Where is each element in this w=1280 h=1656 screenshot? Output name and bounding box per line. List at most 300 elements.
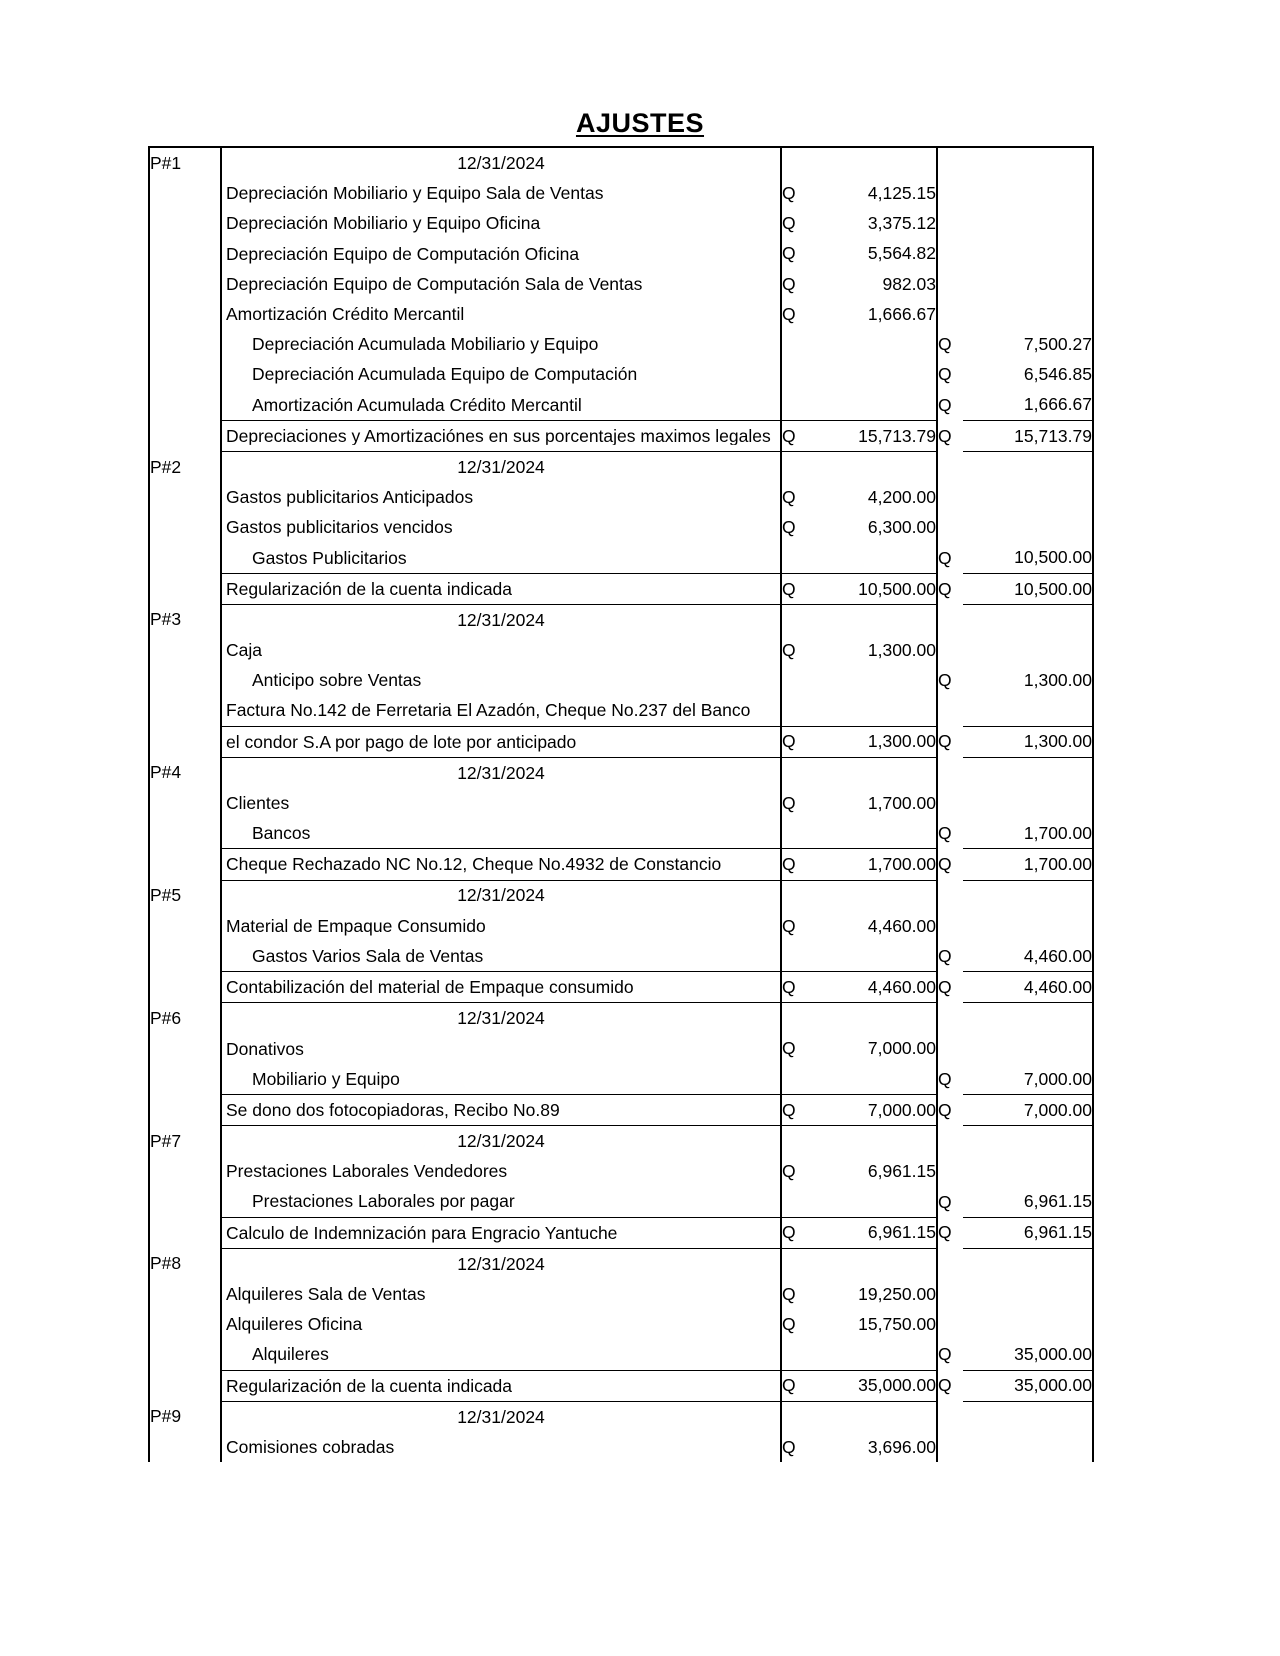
journal-line-row xyxy=(149,1339,1093,1370)
credit-currency-symbol xyxy=(937,1003,963,1034)
credit-currency-symbol: Q xyxy=(938,854,952,875)
debit-currency-symbol: Q xyxy=(782,517,796,538)
account-label: Depreciación Equipo de Computación Oficina xyxy=(226,243,580,264)
entry-reference-spacer xyxy=(149,269,221,299)
entry-reference-spacer xyxy=(149,420,221,451)
entry-reference-spacer xyxy=(149,1309,221,1339)
debit-amount xyxy=(807,757,937,788)
account-label: Amortización Crédito Mercantil xyxy=(226,303,465,324)
narration-label: Depreciaciones y Amortizaciónes en sus porcentajes maximos legales xyxy=(226,426,771,445)
credit-amount xyxy=(963,1248,1093,1279)
credit-currency-symbol: Q xyxy=(938,1344,952,1365)
debit-currency-symbol: Q xyxy=(782,915,796,936)
credit-currency-symbol: Q xyxy=(938,976,952,997)
entry-reference-spacer xyxy=(149,665,221,695)
journal-entry-total-row xyxy=(149,1217,1093,1248)
account-label: Anticipo sobre Ventas xyxy=(252,670,422,691)
debit-currency-symbol xyxy=(781,1401,807,1432)
account-label: Depreciación Mobiliario y Equipo Oficina xyxy=(226,213,541,234)
debit-currency-symbol xyxy=(781,359,807,389)
debit-amount: 4,125.15 xyxy=(807,178,937,208)
debit-amount xyxy=(807,390,937,421)
entry-narration xyxy=(221,1217,781,1248)
credit-amount: 1,666.67 xyxy=(963,390,1093,421)
entry-narration xyxy=(221,1370,781,1401)
debit-currency-symbol xyxy=(781,604,807,635)
debit-currency-symbol xyxy=(781,757,807,788)
account-label: Donativos xyxy=(226,1038,304,1059)
debit-amount: 4,200.00 xyxy=(807,482,937,512)
journal-entry-total-row xyxy=(149,726,1093,757)
credit-account-name xyxy=(221,542,781,573)
credit-account-name xyxy=(221,941,781,972)
debit-amount xyxy=(807,1401,937,1432)
debit-currency-symbol: Q xyxy=(781,726,807,757)
entry-reference-spacer xyxy=(149,1370,221,1401)
credit-amount: 1,300.00 xyxy=(963,665,1093,695)
debit-currency-symbol: Q xyxy=(782,639,796,660)
credit-currency-symbol: Q xyxy=(938,670,952,691)
debit-currency-symbol: Q xyxy=(781,1370,807,1401)
debit-currency-symbol xyxy=(781,818,807,849)
debit-account-name xyxy=(221,1432,781,1462)
debit-amount xyxy=(807,1003,937,1034)
credit-currency-symbol: Q xyxy=(938,1375,952,1396)
journal-entry-header xyxy=(149,604,1093,635)
credit-amount: 1,700.00 xyxy=(963,818,1093,849)
total-credit-amount: 1,300.00 xyxy=(963,726,1093,757)
journal-line-row xyxy=(149,1309,1093,1339)
journal-line-row xyxy=(149,299,1093,329)
account-label: Prestaciones Laborales Vendedores xyxy=(226,1161,508,1182)
debit-account-name xyxy=(221,788,781,818)
credit-amount: 6,961.15 xyxy=(963,1186,1093,1217)
entry-date: 12/31/2024 xyxy=(221,1401,781,1432)
debit-currency-symbol: Q xyxy=(782,1161,796,1182)
debit-amount: 7,000.00 xyxy=(807,1033,937,1063)
credit-currency-symbol xyxy=(937,1126,963,1157)
entry-date: 12/31/2024 xyxy=(221,880,781,911)
entry-date: 12/31/2024 xyxy=(221,1248,781,1279)
journal-line-row xyxy=(149,665,1093,695)
debit-currency-symbol xyxy=(781,1064,807,1095)
account-label: Gastos Publicitarios xyxy=(252,547,407,568)
entry-reference-spacer xyxy=(149,329,221,359)
credit-account-name xyxy=(221,329,781,359)
credit-currency-symbol: Q xyxy=(938,1191,952,1212)
credit-amount xyxy=(963,269,1093,299)
credit-amount xyxy=(963,451,1093,482)
debit-amount xyxy=(807,818,937,849)
entry-narration xyxy=(221,849,781,880)
debit-currency-symbol: Q xyxy=(781,1217,807,1248)
credit-currency-symbol: Q xyxy=(938,394,952,415)
debit-currency-symbol: Q xyxy=(781,1094,807,1125)
debit-amount xyxy=(807,1126,937,1157)
credit-currency-symbol xyxy=(937,1156,963,1186)
journal-line-row xyxy=(149,329,1093,359)
credit-currency-symbol: Q xyxy=(938,547,952,568)
credit-currency-symbol xyxy=(937,1401,963,1432)
debit-amount: 5,564.82 xyxy=(807,239,937,269)
credit-amount xyxy=(963,635,1093,665)
account-label: Factura No.142 de Ferretaria El Azadón, Cheque No.237 del Banco xyxy=(226,700,751,721)
credit-amount xyxy=(963,239,1093,269)
credit-currency-symbol: Q xyxy=(938,334,952,355)
debit-account-name xyxy=(221,482,781,512)
journal-line-row xyxy=(149,359,1093,389)
credit-currency-symbol: Q xyxy=(938,823,952,844)
account-label: Bancos xyxy=(252,823,311,844)
debit-account-name xyxy=(221,178,781,208)
debit-account-name xyxy=(221,208,781,238)
debit-currency-symbol: Q xyxy=(781,972,807,1003)
credit-amount xyxy=(963,604,1093,635)
entry-reference-spacer xyxy=(149,941,221,972)
journal-entry-total-row xyxy=(149,420,1093,451)
journal-line-row xyxy=(149,269,1093,299)
account-label: Amortización Acumulada Crédito Mercantil xyxy=(252,394,582,415)
entry-reference-spacer xyxy=(149,849,221,880)
account-label: Alquileres Sala de Ventas xyxy=(226,1283,426,1304)
total-debit-amount: 15,713.79 xyxy=(807,420,937,451)
debit-account-name xyxy=(221,299,781,329)
entry-date: 12/31/2024 xyxy=(221,1003,781,1034)
debit-amount: 15,750.00 xyxy=(807,1309,937,1339)
debit-account-name xyxy=(221,239,781,269)
journal-line-row xyxy=(149,178,1093,208)
credit-currency-symbol xyxy=(937,482,963,512)
total-debit-amount: 6,961.15 xyxy=(807,1217,937,1248)
journal-line-row xyxy=(149,1186,1093,1217)
journal-line-row xyxy=(149,695,1093,726)
credit-currency-symbol: Q xyxy=(938,578,952,599)
journal-line-row xyxy=(149,512,1093,542)
debit-currency-symbol xyxy=(781,941,807,972)
debit-currency-symbol: Q xyxy=(782,792,796,813)
total-debit-amount: 1,300.00 xyxy=(807,726,937,757)
narration-label: Se dono dos fotocopiadoras, Recibo No.89 xyxy=(226,1099,560,1120)
debit-amount xyxy=(807,1186,937,1217)
entry-date: 12/31/2024 xyxy=(221,1126,781,1157)
journal-entry-header xyxy=(149,147,1093,178)
debit-account-name xyxy=(221,911,781,941)
journal-line-row xyxy=(149,788,1093,818)
debit-amount xyxy=(807,665,937,695)
debit-account-name xyxy=(221,695,781,726)
credit-currency-symbol xyxy=(937,757,963,788)
debit-account-name xyxy=(221,1309,781,1339)
debit-currency-symbol xyxy=(781,1248,807,1279)
debit-currency-symbol xyxy=(781,1339,807,1370)
debit-currency-symbol: Q xyxy=(782,1314,796,1335)
credit-account-name xyxy=(221,1064,781,1095)
debit-currency-symbol: Q xyxy=(781,573,807,604)
journal-entry-total-row xyxy=(149,573,1093,604)
debit-account-name xyxy=(221,1156,781,1186)
narration-label: el condor S.A por pago de lote por anticipado xyxy=(226,731,577,752)
entry-reference-spacer xyxy=(149,573,221,604)
debit-currency-symbol xyxy=(781,665,807,695)
journal-line-row xyxy=(149,1156,1093,1186)
debit-amount xyxy=(807,604,937,635)
journal-line-row xyxy=(149,1279,1093,1309)
credit-amount xyxy=(963,1003,1093,1034)
debit-currency-symbol xyxy=(781,1186,807,1217)
journal-entry-header xyxy=(149,1248,1093,1279)
journal-line-row xyxy=(149,818,1093,849)
entry-date: 12/31/2024 xyxy=(221,147,781,178)
total-debit-amount: 35,000.00 xyxy=(807,1370,937,1401)
entry-reference: P#5 xyxy=(149,880,221,911)
credit-amount xyxy=(963,1126,1093,1157)
debit-amount xyxy=(807,147,937,178)
entry-date: 12/31/2024 xyxy=(221,757,781,788)
debit-currency-symbol: Q xyxy=(781,849,807,880)
debit-amount xyxy=(807,329,937,359)
credit-currency-symbol xyxy=(937,1432,963,1462)
credit-currency-symbol xyxy=(937,1309,963,1339)
total-debit-amount: 1,700.00 xyxy=(807,849,937,880)
credit-currency-symbol xyxy=(937,788,963,818)
entry-reference-spacer xyxy=(149,1156,221,1186)
entry-reference-spacer xyxy=(149,695,221,726)
entry-reference: P#7 xyxy=(149,1126,221,1157)
debit-amount: 3,696.00 xyxy=(807,1432,937,1462)
credit-amount xyxy=(963,208,1093,238)
journal-line-row xyxy=(149,390,1093,421)
account-label: Mobiliario y Equipo xyxy=(252,1068,400,1089)
debit-currency-symbol xyxy=(781,451,807,482)
entry-reference-spacer xyxy=(149,1217,221,1248)
credit-amount: 35,000.00 xyxy=(963,1339,1093,1370)
credit-currency-symbol: Q xyxy=(938,731,952,752)
journal-line-row xyxy=(149,542,1093,573)
debit-amount xyxy=(807,941,937,972)
debit-amount xyxy=(807,359,937,389)
entry-reference: P#6 xyxy=(149,1003,221,1034)
credit-amount: 10,500.00 xyxy=(963,542,1093,573)
credit-amount xyxy=(963,911,1093,941)
entry-reference-spacer xyxy=(149,178,221,208)
journal-entry-total-row xyxy=(149,1370,1093,1401)
credit-currency-symbol xyxy=(937,147,963,178)
total-credit-amount: 1,700.00 xyxy=(963,849,1093,880)
entry-date: 12/31/2024 xyxy=(221,604,781,635)
journal-line-row xyxy=(149,1033,1093,1063)
credit-amount xyxy=(963,147,1093,178)
entry-reference-spacer xyxy=(149,1186,221,1217)
debit-amount: 982.03 xyxy=(807,269,937,299)
credit-currency-symbol xyxy=(937,239,963,269)
entry-reference-spacer xyxy=(149,512,221,542)
total-credit-amount: 15,713.79 xyxy=(963,420,1093,451)
entry-reference-spacer xyxy=(149,1339,221,1370)
debit-amount: 1,666.67 xyxy=(807,299,937,329)
entry-reference-spacer xyxy=(149,911,221,941)
journal-line-row xyxy=(149,911,1093,941)
debit-currency-symbol xyxy=(781,695,807,726)
account-label: Gastos publicitarios vencidos xyxy=(226,517,453,538)
credit-currency-symbol xyxy=(937,269,963,299)
credit-amount: 6,546.85 xyxy=(963,359,1093,389)
debit-currency-symbol: Q xyxy=(782,183,796,204)
credit-currency-symbol: Q xyxy=(938,364,952,385)
debit-currency-symbol xyxy=(781,542,807,573)
debit-currency-symbol xyxy=(781,880,807,911)
debit-currency-symbol: Q xyxy=(782,1436,796,1457)
journal-entry-header xyxy=(149,1401,1093,1432)
debit-currency-symbol xyxy=(781,147,807,178)
account-label: Material de Empaque Consumido xyxy=(226,915,486,936)
debit-currency-symbol: Q xyxy=(782,486,796,507)
total-debit-amount: 7,000.00 xyxy=(807,1094,937,1125)
debit-currency-symbol: Q xyxy=(782,1038,796,1059)
credit-currency-symbol xyxy=(937,208,963,238)
entry-narration xyxy=(221,726,781,757)
journal-line-row xyxy=(149,1064,1093,1095)
entry-narration xyxy=(221,420,781,451)
entry-reference-spacer xyxy=(149,818,221,849)
credit-amount xyxy=(963,299,1093,329)
journal-line-row xyxy=(149,1432,1093,1462)
account-label: Caja xyxy=(226,639,262,660)
entry-reference-spacer xyxy=(149,239,221,269)
credit-amount xyxy=(963,512,1093,542)
debit-amount: 6,300.00 xyxy=(807,512,937,542)
journal-entry-header xyxy=(149,880,1093,911)
account-label: Depreciación Equipo de Computación Sala de Ventas xyxy=(226,273,643,294)
debit-amount xyxy=(807,1339,937,1370)
entry-reference-spacer xyxy=(149,208,221,238)
total-credit-amount: 4,460.00 xyxy=(963,972,1093,1003)
account-label: Comisiones cobradas xyxy=(226,1436,395,1457)
debit-account-name xyxy=(221,512,781,542)
total-credit-amount: 10,500.00 xyxy=(963,573,1093,604)
account-label: Clientes xyxy=(226,792,290,813)
credit-currency-symbol xyxy=(937,512,963,542)
credit-currency-symbol xyxy=(937,911,963,941)
entry-reference: P#4 xyxy=(149,757,221,788)
credit-amount xyxy=(963,482,1093,512)
credit-amount xyxy=(963,1279,1093,1309)
entry-reference-spacer xyxy=(149,482,221,512)
debit-currency-symbol: Q xyxy=(782,243,796,264)
debit-currency-symbol xyxy=(781,1003,807,1034)
narration-label: Regularización de la cuenta indicada xyxy=(226,1375,513,1396)
debit-currency-symbol: Q xyxy=(782,213,796,234)
debit-amount: 1,700.00 xyxy=(807,788,937,818)
credit-amount xyxy=(963,178,1093,208)
journal-line-row xyxy=(149,941,1093,972)
entry-narration xyxy=(221,972,781,1003)
credit-currency-symbol xyxy=(937,1248,963,1279)
debit-currency-symbol: Q xyxy=(781,420,807,451)
entry-reference: P#3 xyxy=(149,604,221,635)
narration-label: Regularización de la cuenta indicada xyxy=(226,578,513,599)
debit-account-name xyxy=(221,1279,781,1309)
account-label: Depreciación Acumulada Mobiliario y Equipo xyxy=(252,334,599,355)
credit-account-name xyxy=(221,359,781,389)
debit-amount: 1,300.00 xyxy=(807,635,937,665)
entry-reference-spacer xyxy=(149,788,221,818)
account-label: Alquileres xyxy=(252,1344,329,1365)
account-label: Prestaciones Laborales por pagar xyxy=(252,1191,515,1212)
debit-currency-symbol: Q xyxy=(782,303,796,324)
total-credit-amount: 6,961.15 xyxy=(963,1217,1093,1248)
journal-line-row xyxy=(149,635,1093,665)
credit-currency-symbol xyxy=(937,451,963,482)
credit-currency-symbol xyxy=(937,1033,963,1063)
entry-reference-spacer xyxy=(149,1094,221,1125)
credit-amount: 7,000.00 xyxy=(963,1064,1093,1095)
entry-reference-spacer xyxy=(149,390,221,421)
credit-amount xyxy=(963,1309,1093,1339)
total-credit-amount: 7,000.00 xyxy=(963,1094,1093,1125)
account-label: Alquileres Oficina xyxy=(226,1314,363,1335)
journal-line-row xyxy=(149,482,1093,512)
journal-entry-header xyxy=(149,757,1093,788)
entry-reference-spacer xyxy=(149,1279,221,1309)
credit-amount xyxy=(963,757,1093,788)
debit-currency-symbol xyxy=(781,390,807,421)
credit-amount: 4,460.00 xyxy=(963,941,1093,972)
debit-amount: 4,460.00 xyxy=(807,911,937,941)
entry-reference: P#2 xyxy=(149,451,221,482)
credit-amount xyxy=(963,1401,1093,1432)
narration-label: Cheque Rechazado NC No.12, Cheque No.4932 de Constancio xyxy=(226,854,722,875)
credit-currency-symbol xyxy=(937,299,963,329)
account-label: Gastos publicitarios Anticipados xyxy=(226,486,474,507)
account-label: Gastos Varios Sala de Ventas xyxy=(252,945,484,966)
debit-amount xyxy=(807,1248,937,1279)
journal-line-row xyxy=(149,208,1093,238)
credit-amount xyxy=(963,880,1093,911)
account-label: Depreciación Acumulada Equipo de Computación xyxy=(252,364,638,385)
credit-account-name xyxy=(221,1339,781,1370)
entry-reference: P#8 xyxy=(149,1248,221,1279)
credit-amount xyxy=(963,788,1093,818)
debit-currency-symbol: Q xyxy=(782,273,796,294)
entry-reference-spacer xyxy=(149,726,221,757)
debit-amount xyxy=(807,542,937,573)
debit-currency-symbol xyxy=(781,1126,807,1157)
debit-amount: 6,961.15 xyxy=(807,1156,937,1186)
credit-account-name xyxy=(221,1186,781,1217)
total-credit-amount: 35,000.00 xyxy=(963,1370,1093,1401)
journal-entry-total-row xyxy=(149,849,1093,880)
credit-amount xyxy=(963,695,1093,726)
debit-amount xyxy=(807,451,937,482)
credit-currency-symbol xyxy=(937,604,963,635)
entry-reference-spacer xyxy=(149,635,221,665)
credit-account-name xyxy=(221,665,781,695)
entry-date: 12/31/2024 xyxy=(221,451,781,482)
account-label: Depreciación Mobiliario y Equipo Sala de Ventas xyxy=(226,183,604,204)
debit-amount: 3,375.12 xyxy=(807,208,937,238)
credit-currency-symbol xyxy=(937,1279,963,1309)
debit-amount xyxy=(807,880,937,911)
credit-currency-symbol: Q xyxy=(938,425,952,446)
credit-account-name xyxy=(221,390,781,421)
journal-entry-header xyxy=(149,1126,1093,1157)
credit-amount xyxy=(963,1432,1093,1462)
entry-reference-spacer xyxy=(149,299,221,329)
credit-currency-symbol xyxy=(937,635,963,665)
credit-currency-symbol: Q xyxy=(938,1068,952,1089)
credit-currency-symbol xyxy=(937,695,963,726)
entry-reference: P#1 xyxy=(149,147,221,178)
